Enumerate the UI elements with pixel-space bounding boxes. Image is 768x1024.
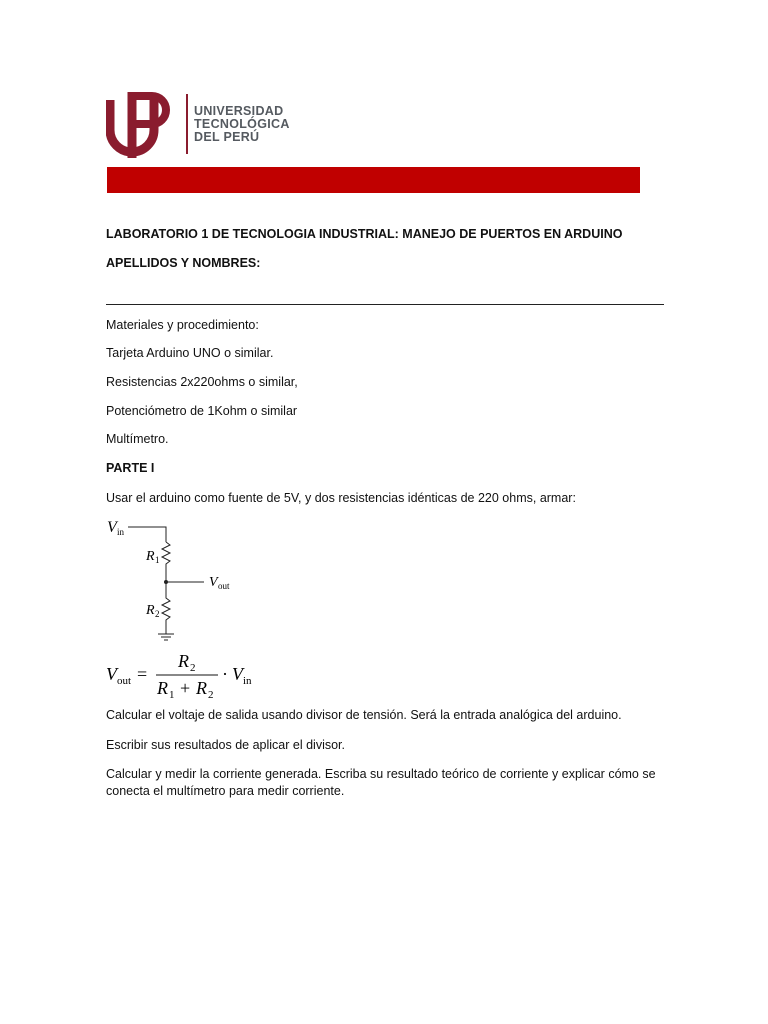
formula-denominator-r1: R xyxy=(157,678,168,698)
material-item: Resistencias 2x220ohms o similar, xyxy=(106,375,298,389)
logo-wordmark xyxy=(194,105,304,144)
ground-symbol xyxy=(158,634,174,640)
formula-rhs-subscript: in xyxy=(243,675,252,687)
formula-lhs-subscript: out xyxy=(117,675,132,687)
r2-resistor xyxy=(162,582,170,634)
logo-line-2: TECNOLÓGICA xyxy=(194,117,290,131)
logo-divider xyxy=(186,94,188,154)
task-paragraph: Escribir sus resultados de aplicar el divisor. xyxy=(106,738,345,752)
voltage-divider-circuit xyxy=(104,516,284,646)
formula-lhs: V xyxy=(106,664,117,684)
vout-label: V xyxy=(209,575,218,590)
formula-numerator-subscript: 2 xyxy=(190,662,196,674)
university-logo xyxy=(106,92,296,158)
formula-denominator-r2-subscript: 2 xyxy=(208,689,214,701)
formula-rhs: V xyxy=(232,664,243,684)
task-paragraph: Calcular y medir la corriente generada. Escriba su resultado teórico de corriente y explicar cómo se conecta el multímetro para medir corriente. xyxy=(106,767,656,798)
document-title: LABORATORIO 1 DE TECNOLOGIA INDUSTRIAL: MANEJO DE PUERTOS EN ARDUINO xyxy=(106,227,623,241)
r1-subscript: 1 xyxy=(155,555,160,565)
part-heading: PARTE I xyxy=(106,461,155,475)
name-field-line xyxy=(106,304,664,305)
formula-plus: + xyxy=(180,678,191,698)
header-accent-bar xyxy=(107,167,640,193)
material-item: Tarjeta Arduino UNO o similar. xyxy=(106,346,274,360)
materials-heading: Materiales y procedimiento: xyxy=(106,318,259,332)
vout-subscript: out xyxy=(218,581,230,591)
utp-logo-mark xyxy=(106,92,174,158)
part-instruction: Usar el arduino como fuente de 5V, y dos resistencias idénticas de 220 ohms, armar: xyxy=(106,491,576,505)
divider-formula xyxy=(104,648,304,702)
formula-dot: · xyxy=(222,664,228,684)
logo-line-1: UNIVERSIDAD xyxy=(194,104,284,118)
material-item: Potenciómetro de 1Kohm o similar xyxy=(106,404,298,418)
formula-denominator-r2: R xyxy=(196,678,207,698)
vin-label: V xyxy=(107,519,117,536)
r1-resistor xyxy=(162,542,170,582)
task-paragraph: Calcular el voltaje de salida usando divisor de tensión. Será la entrada analógica del arduino. xyxy=(106,708,622,722)
r1-label: R xyxy=(146,549,155,564)
logo-line-3: DEL PERÚ xyxy=(194,130,260,144)
r2-subscript: 2 xyxy=(155,609,160,619)
formula-denominator-r1-subscript: 1 xyxy=(169,689,175,701)
name-field-label: APELLIDOS Y NOMBRES: xyxy=(106,256,261,270)
formula-numerator: R xyxy=(178,651,189,671)
material-item: Multímetro. xyxy=(106,432,169,446)
formula-equals: = xyxy=(137,664,148,684)
vin-subscript: in xyxy=(117,527,125,537)
r2-label: R xyxy=(146,603,155,618)
